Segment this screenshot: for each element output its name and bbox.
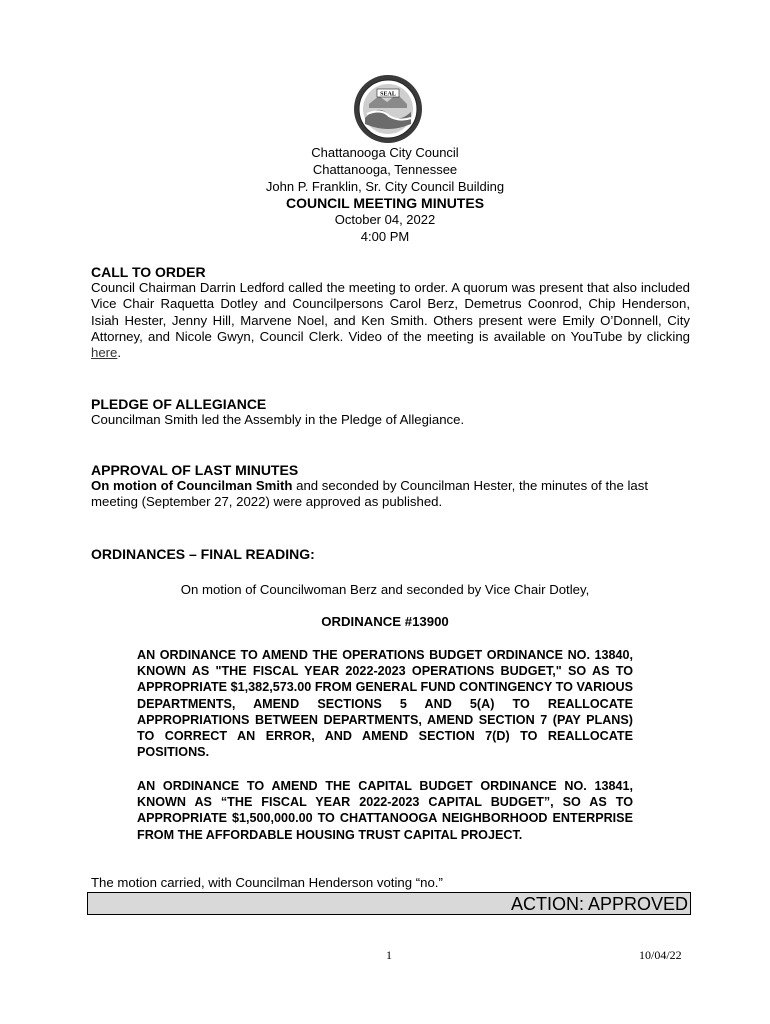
pledge-heading: PLEDGE OF ALLEGIANCE	[91, 396, 267, 412]
approval-heading: APPROVAL OF LAST MINUTES	[91, 462, 299, 478]
ordinances-heading-wrap	[91, 546, 690, 562]
ordinance-motion: On motion of Councilwoman Berz and seconded by Vice Chair Dotley,	[180, 582, 590, 597]
pledge-body: Councilman Smith led the Assembly in the Pledge of Allegiance.	[91, 412, 465, 428]
page-number: 1	[386, 948, 392, 962]
approval-section	[91, 462, 690, 511]
action-bar	[87, 892, 691, 915]
call-to-order-body	[91, 280, 690, 361]
header-line-2: Chattanooga, Tennessee	[312, 162, 458, 177]
call-to-order-section	[91, 264, 690, 361]
meeting-date: October 04, 2022	[334, 212, 436, 227]
header-line-1: Chattanooga City Council	[311, 145, 459, 160]
ordinance-number: ORDINANCE #13900	[321, 614, 449, 629]
call-to-order-end: .	[117, 345, 122, 361]
seal-text: SEAL	[380, 91, 396, 98]
motion-result: The motion carried, with Councilman Henderson voting “no.”	[91, 875, 443, 890]
ordinance-paragraph-2: AN ORDINANCE TO AMEND THE CAPITAL BUDGET ORDINANCE NO. 13841, KNOWN AS “THE FISCAL YEAR 2022-2023 CAPITAL BUDGET”, SO AS TO APPROPRIATE $1,500,000.00 TO CHATTANOOGA NEIGHBORHOOD ENTERPRISE FROM THE AFFORDABLE HOUSING TRUST CAPITAL PROJECT.	[137, 779, 633, 842]
call-to-order-text: Council Chairman Darrin Ledford called the meeting to order. A quorum was present that also included Vice Chair Raquetta Dotley and Councilpersons Carol Berz, Demetrus Coonrod, Chip Henderson, Isiah Hester, Jenny Hill, Marvene Noel, and Ken Smith. Others present were Emily O’Donnell, City Attorney, and Nicole Gwyn, Council Clerk. Video of the meeting is available on YouTube by clicking	[91, 280, 690, 344]
approval-bold-lead: On motion of Councilman Smith	[91, 478, 293, 494]
meeting-time: 4:00 PM	[360, 229, 410, 244]
call-to-order-heading: CALL TO ORDER	[91, 264, 206, 280]
video-link[interactable]: here	[91, 345, 118, 361]
header-line-3: John P. Franklin, Sr. City Council Building	[265, 179, 505, 194]
approval-body	[91, 478, 690, 510]
ordinance-paragraph-1: AN ORDINANCE TO AMEND THE OPERATIONS BUDGET ORDINANCE NO. 13840, KNOWN AS "THE FISCAL YEAR 2022-2023 OPERATIONS BUDGET," SO AS TO APPROPRIATE $1,382,573.00 FROM GENERAL FUND CONTINGENCY TO VARIOUS DEPARTMENTS, AMEND SECTIONS 5 AND 5(A) TO REALLOCATE APPROPRIATIONS BETWEEN DEPARTMENTS, AMEND SECTION 7 (PAY PLANS) TO CORRECT AN ERROR, AND AMEND SECTION 7(D) TO REALLOCATE POSITIONS.	[137, 648, 633, 760]
footer-date: 10/04/22	[639, 948, 682, 962]
action-status: ACTION: APPROVED	[510, 894, 688, 914]
page-title: COUNCIL MEETING MINUTES	[285, 195, 485, 211]
approval-text: and seconded by Councilman Hester, the minutes of the last meeting (September 27, 2022) were approved as published.	[91, 478, 649, 510]
city-seal-icon	[353, 74, 423, 144]
pledge-section	[91, 396, 690, 428]
ordinances-heading: ORDINANCES – FINAL READING:	[91, 546, 315, 562]
